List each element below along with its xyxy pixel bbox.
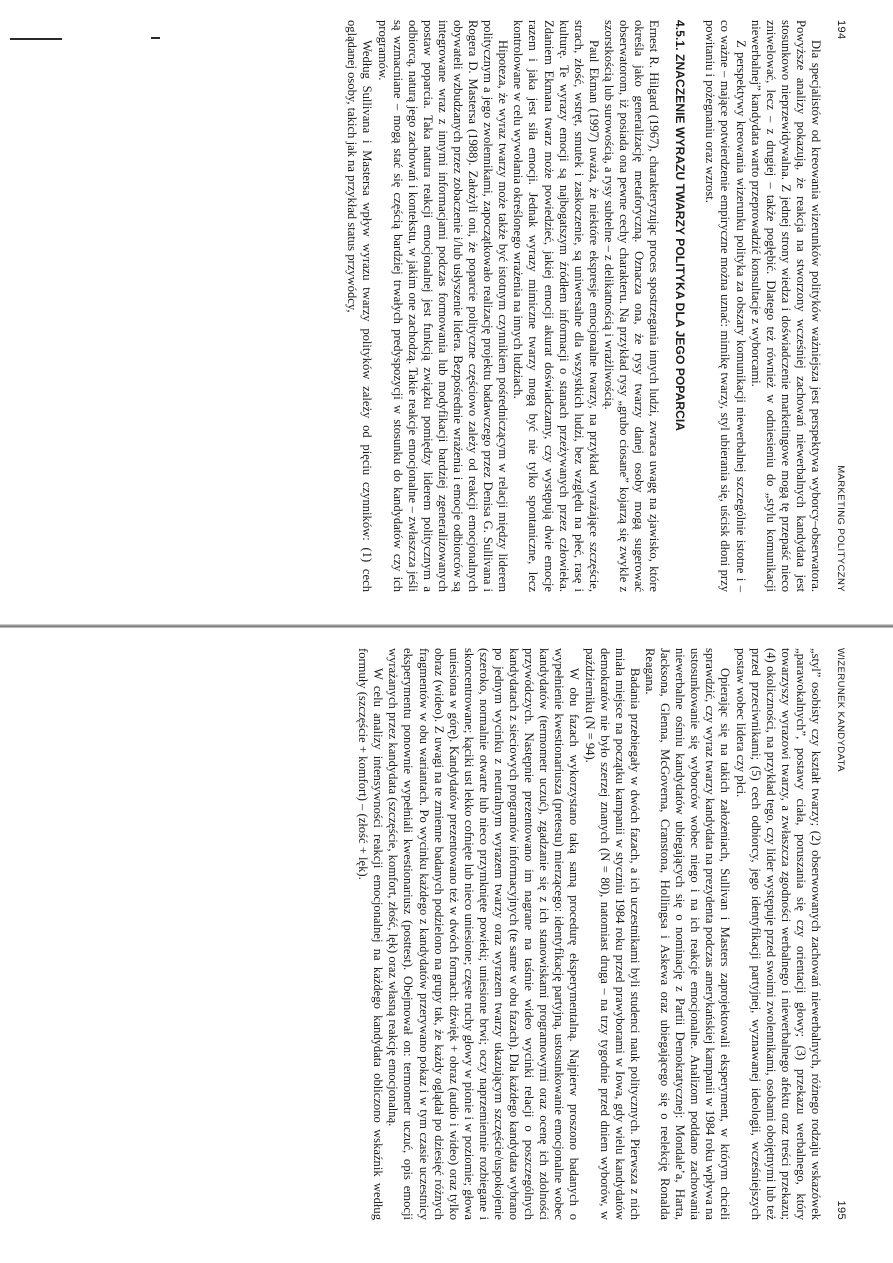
paragraph: Z perspektywy kreowania wizerunku polityka za obszary komunikacji niewerbalnej szczególnie istotne i – co ważne – mające potwierdzenie empiryczne można uznać: mimikę twarzy, styl ubierania się, uścisk dłoni przy powitaniu i pożegnaniu oraz wzrost.	[703, 20, 748, 592]
running-title: WIZERUNEK KANDYDATA	[835, 648, 846, 772]
page-number: 194	[835, 20, 847, 40]
paragraph: Ernest R. Hilgard (1967), charakteryzując proces spostrzegania innych ludzi, zwraca uwagę na zjawisko, które określa jako generalizację metaforyczną. Oznacza ona, że rysy twarzy danej osoby mogą sugerować obserwatorom, iż posiada ona pewne cechy charakteru. Na przykład rysy „grubo ciosane” kojarzą się zwykle z szorstkością lub surowością, a rysy subtelne – z delikatnością i wrażliwością.	[601, 20, 662, 592]
paragraph: „styl” osobisty czy kształt twarzy; (2) obserwowanych zachowań niewerbalnych, różnego rodzaju wskazówek „parawokalnych”, postawy ciała, poruszania się czy orientacji głowy; (3) przekazu werbalnego, który towarzyszy wyrazowi twarzy, a zwłaszcza zgodności werbalnego i niewerbalnego afektu oraz treści przekazu; (4) okoliczności, na przykład tego, czy lider występuje przed swoimi zwolennikami, osobami obojętnymi lub też przed przeciwnikami; (5) cech odbiorcy, jego identyfikacji partyjnej, wyznawanej ideologii, wcześniejszych postaw wobec lidera czy płci.	[733, 648, 823, 1220]
paragraph: Paul Ekman (1997) uważa, że niektóre ekspresje emocjonalne twarzy, na przykład wyrażające szczęście, strach, złość, wstręt, smutek i zaskoczenie, są uniwersalne dla wszystkich ludzi, bez względu na płeć, rasę i kulturę. Te wyrazy emocji są najbogatszym źródłem informacji o stanach przeżywanych przez człowieka. Zdaniem Ekmana twarz może powiedzieć, jakiej emocji akurat doświadczamy, czy występują dwie emocje razem i jaka jest siła emocji. Jednak wyrazy mimiczne twarzy mogą być nie tylko spontaniczne, lecz kontrolowane w celu wywołania określonego wrażenia na innych ludziach.	[511, 20, 601, 592]
paragraph: Według Sullivana i Mastersa wpływ wyrazu twarzy polityków zależy od pięciu czynników: (1) cech oglądanej osoby, takich jak na przykład status przywódcy,	[345, 20, 375, 592]
running-head	[823, 648, 847, 1220]
paragraph: Dla specjalistów od kreowania wizerunków polityków ważniejsza jest perspektywa wyborcy–obserwatora. Powyższe analizy pokazują, że reakcja na stworzony wcześniej zachowań niewerbalnych kandydata jest stosunkowo nieprzewidywalna. Z jednej strony wiedza i doświadczenie marketingowe mogą tę przepaść nieco zniwelować, lecz – z drugiej – także pogłębić. Dlatego też również w odniesieniu do „stylu komunikacji niewerbalnej” kandydata warto przeprowadzić konsultacje z wyborcami.	[748, 20, 823, 592]
page-number: 195	[835, 1200, 847, 1220]
body-text	[355, 648, 823, 1220]
page-194	[33, 20, 847, 592]
section-heading: 4.5.1. ZNACZENIE WYRAZU TWARZY POLITYKA DLA JEGO POPARCIA	[673, 20, 688, 432]
paragraph: Badania przebiegały w dwóch fazach, a ich uczestnikami byli studenci nauk politycznych. Pierwsza z nich miała miejsce na początku kampanii w styczniu 1984 roku przed prawyborami w Iowa, gdy wielu kandydatów demokratów nie było szerzej znanych (N = 80), natomiast druga – na trzy tygodnie przed dniem wyborów, w październiku (N = 94).	[582, 648, 642, 1220]
paragraph: W celu analizy intensywności reakcji emocjonalnej na każdego kandydata obliczono wskaźnik według formuły (szczęście + komfort) – (złość + lęk).	[356, 648, 386, 1220]
paragraph: W obu fazach wykorzystano taką samą procedurę eksperymentalną. Najpierw proszono badanych o wypełnienie kwestionariusza (pretestu) mierzącego: identyfikację partyjną, ustosunkowanie emocjonalne wobec kandydatów (termometr uczuć), zgadzanie się z ich stanowiskami programowymi oraz ocenę ich zdolności przywódczych. Następnie prezentowano im nagrane na taśmie wideo wycinki relacji o poszczególnych kandydatach z sieciowych programów informacyjnych (te same w obu fazach). Dla każdego kandydata wybrano po jednym wycinku z neutralnym wyrazem twarzy oraz wyrazem twarzy ukazującym szczęście/uspokojenie (szeroko, normalnie otwarte lub nieco przymknięte powieki; uniesione brwi; oczy naprzemiennie rozbiegane i skoncentrowane; kąciki ust lekko cofnięte lub nieco uniesione; częste ruchy głowy w pionie i w poziomie; głowa uniesiona w górę). Kandydatów prezentowano też w dwóch formach: dźwięk + obraz (audio i wideo) oraz tylko obraz (wideo). Z uwagi na te zmienne badanych podzielono na grupy tak, że każdy oglądał po dziesięć różnych fragmentów w obu wariantach. Po wycinku każdego z kandydatów przerywano pokaz i w tym czasie uczestnicy eksperymentu ponownie wypełniali kwestionariusz (posttest). Obejmował on: termometr uczuć, opis emocji wyrażanych przez kandydata (szczęście, komfort, złość, lęk) oraz własną reakcję emocjonalną.	[386, 648, 582, 1220]
running-title: MARKETING POLITYCZNY	[835, 465, 846, 592]
body-text	[344, 20, 823, 592]
running-head	[823, 20, 847, 592]
book-fold-line	[0, 624, 893, 628]
paragraph: Hipoteza, że wyraz twarzy może także być istotnym czynnikiem pośredniczącym w relacji między liderem politycznym a jego zwolennikami, zapoczątkowało realizację projektu badawczego przez Denisa G. Sullivana i Rogera D. Mastersa (1988). Założyli oni, że poparcie polityczne częściowo zależy od reakcji emocjonalnych obywateli wzbudzanych przez zobaczenie i/lub usłyszenie lidera. Bezpośrednie wrażenia i emocje odbiorców są integrowane wraz z innymi informacjami podczas formowania lub modyfikacji bardziej zgeneralizowanych postaw poparcia. Taka natura reakcji emocjonalnej jest funkcją związku pomiędzy liderem politycznym a odbiorcą, naturą jego zachowań i kontekstu, w jakim one zachodzą. Takie reakcje emocjonalne – zwłaszcza jeśli są wzmacniane – mogą stać się częścią bardziej trwałych predyspozycji w stosunku do kandydatów czy ich programów.	[375, 20, 511, 592]
paragraph: Opierając się na takich założeniach, Sullivan i Masters zaprojektowali eksperyment, w którym chcieli sprawdzić, czy wyraz twarzy kandydata na prezydenta podczas amerykańskiej kampanii w 1984 roku wpływa na ustosunkowanie się wyborców wobec niego i na ich reakcje emocjonalne. Analizom poddano zachowania niewerbalne ośmiu kandydatów ubiegających się o nominację z Partii Demokratycznej: Mondale’a, Harta, Jacksona, Glenna, McGoverna, Cranstona, Hollingsa i Askewa oraz ubiegającego się o reelekcję Ronalda Reagana.	[642, 648, 733, 1220]
page-195	[33, 648, 847, 1220]
